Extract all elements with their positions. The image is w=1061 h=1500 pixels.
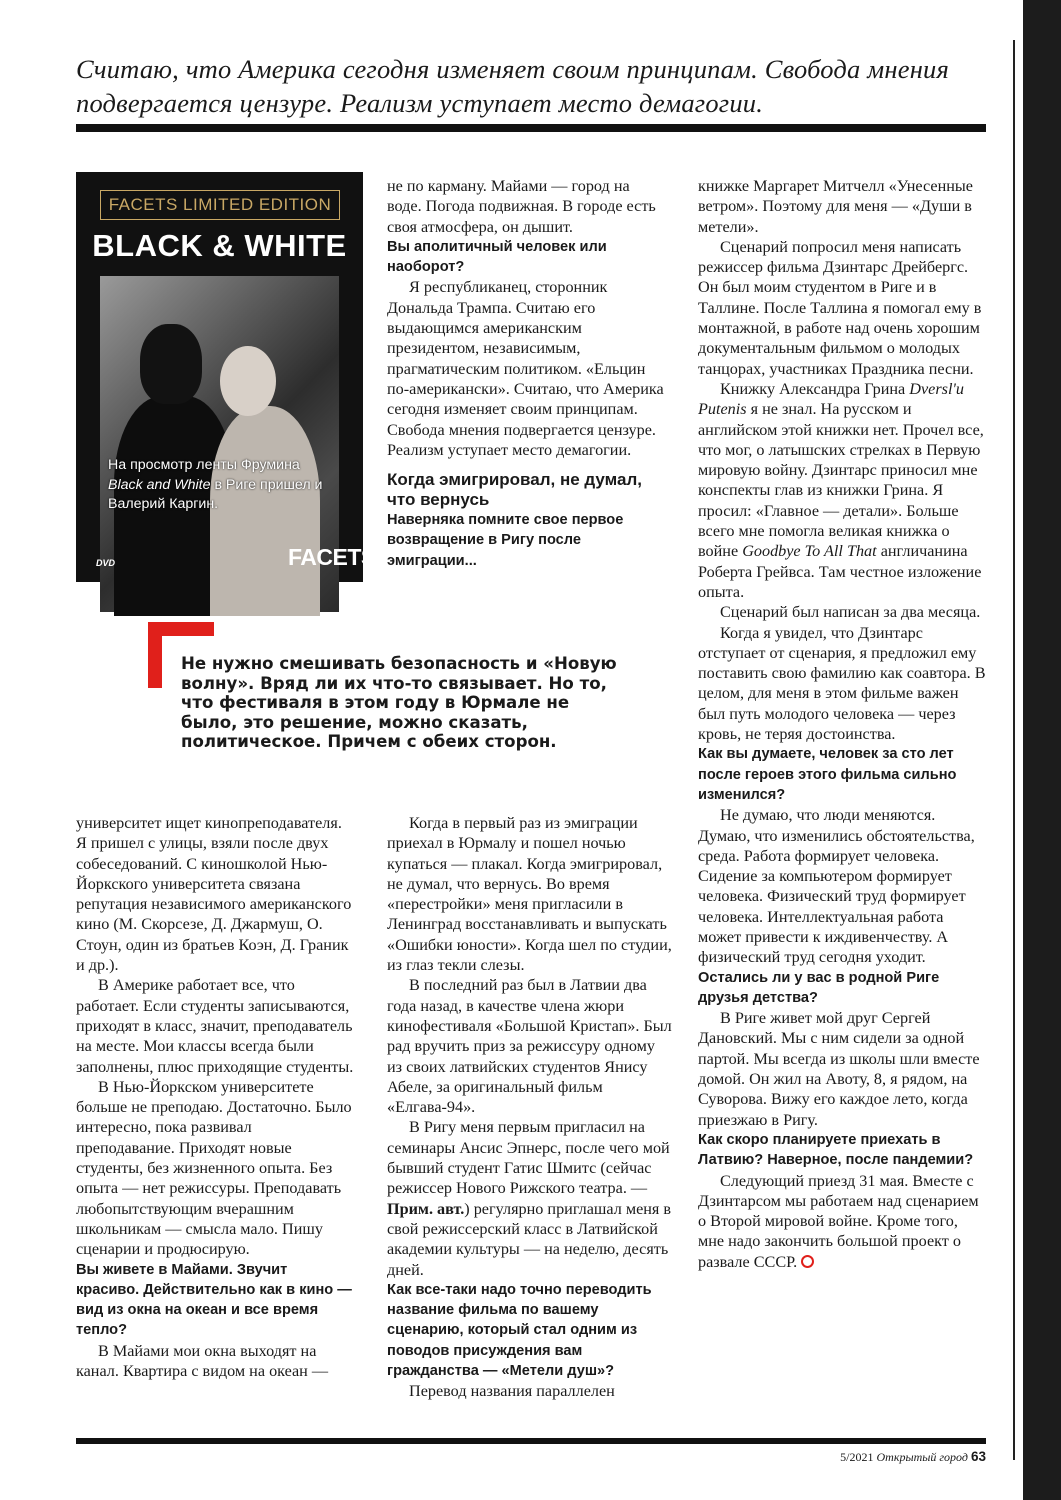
cover-title: BLACK & WHITE <box>92 228 347 263</box>
cover-figure-man-head <box>140 324 202 404</box>
cover-caption: На просмотр ленты Фрумина Black and White в Риге пришел и Валерий Каргин. <box>108 457 323 512</box>
top-rule <box>76 124 986 132</box>
interview-question: Как вы думаете, человек за сто лет после героев этого фильма сильно изменился? <box>698 746 957 803</box>
column-2-top <box>387 176 665 571</box>
column-2-bottom <box>387 813 672 1402</box>
column-1 <box>76 813 354 1381</box>
cover-figure-woman-head <box>220 346 276 416</box>
pull-quote: Не нужно смешивать безопасность и «Новую волну». Вряд ли их что-то связывает. Но то, что фестиваля в этом году в Юрмале не было, это решение, можно сказать, политическое. Причем с обеих сторон. <box>181 654 617 752</box>
page-footer <box>840 1449 986 1465</box>
paragraph: В Нью-Йоркском университете больше не преподаю. Достаточно. Было интересно, пока развивал преподавание. Приходят новые студенты, без жизненного опыта. Без опыта — нет режиссуры. Преподавать любопытствующим вчерашним школьникам — смысла мало. Пишу сценарии и продюсирую. <box>76 1077 352 1259</box>
paragraph: Перевод названия параллелен <box>409 1382 615 1401</box>
paragraph: В Америке работает все, что работает. Если студенты записываются, приходят в класс, значит, преподаватель на месте. Мои классы всегда были заполнены, плюс приходящие студенты. <box>76 976 354 1076</box>
paragraph: университет ищет кинопреподавателя. Я пришел с улицы, взяли после двух собеседований. С киношколой Нью-Йоркского университета связана репутация независимого американского кино (М. Скорсезе, Д. Джармуш, О. Стоун, один из братьев Коэн, Д. Граник и др.). <box>76 814 352 975</box>
paragraph: Сценарий попросил меня написать режиссер фильма Дзинтарс Дрейбергс. Он был моим студентом в Риге и в Таллине. После Таллина я помогал ему в монтажной, в работе над очень хорошим документальным фильмом о молодых танцорах, участниках Праздника песни. <box>698 237 982 378</box>
page-edge-line <box>1013 40 1015 1460</box>
bottom-rule <box>76 1438 986 1444</box>
interview-question: Как скоро планируете приехать в Латвию? Наверное, после пандемии? <box>698 1131 974 1169</box>
dvd-logo: DVD <box>96 558 116 568</box>
paragraph: Книжку Александра Грина Dversl'u Putenis я не знал. На русском и английском этой книжки нет. Прочел все, что мог, о латышских стрелках в Первую мировую войну. Дзинтарс приносил мне конспекты глав из книжки Грина. Я просил: «Главное — детали». Больше всего мне помогла великая книжка о войне Goodbye To All That англичанина Роберта Грейвса. Там честное изложение опыта. <box>698 379 984 601</box>
paragraph: В Риге живет мой друг Сергей Дановский. Мы с ним сидели за одной партой. Мы всегда из школы шли вместе домой. Он жил на Авоту, 8, я рядом, на Суворова. Вижу его каждое лето, когда приезжаю в Ригу. <box>698 1009 980 1129</box>
paragraph: Когда в первый раз из эмиграции приехал в Юрмалу и пошел ночью купаться — плакал. Когда эмигрировал, не думал, что вернусь. Во время «перестройки» меня пригласили в Ленинград восстанавливать и выпускать «Ошибки юности». Когда шел по студии, из глаз текли слезы. <box>387 814 672 975</box>
dvd-cover-image <box>76 172 376 582</box>
facets-logo: FACETS <box>288 544 376 570</box>
magazine-name: Открытый город <box>876 1450 968 1464</box>
paragraph: Сценарий был написан за два месяца. <box>720 603 981 622</box>
page-number: 63 <box>970 1449 986 1464</box>
paragraph: книжке Маргарет Митчелл «Унесенные ветром». Поэтому для меня — «Души в метели». <box>698 177 973 236</box>
end-of-article-icon <box>801 1255 814 1268</box>
paragraph: Когда я увидел, что Дзинтарс отступает от сценария, я предложил ему поставить свою фамилию как соавтора. В целом, для меня в этом фильме важен был путь молодого человека — через кровь, не теряя достоинства. <box>698 623 986 744</box>
paragraph: В Майами мои окна выходят на канал. Квартира с видом на океан — <box>76 1341 329 1381</box>
column-3 <box>698 176 988 1272</box>
paragraph: не по карману. Майами — город на воде. Погода подвижная. В городе есть своя атмосфера, он дышит. <box>387 177 656 236</box>
interview-question: Остались ли у вас в родной Риге друзья детства? <box>698 969 940 1006</box>
paragraph: Следующий приезд 31 мая. Вместе с Дзинтарсом мы работаем над сценарием о Второй мировой войне. Кроме того, мне надо закончить большой проект о развале СССР. <box>698 1171 979 1271</box>
interview-question: Вы живете в Майами. Звучит красиво. Действительно как в кино — вид из окна на океан и все время тепло? <box>76 1261 352 1339</box>
interview-question: Наверняка помните свое первое возвращение в Ригу после эмиграции... <box>387 512 624 569</box>
paragraph: В Ригу меня первым пригласил на семинары Ансис Эпнерс, после чего мой бывший студент Гатис Шмитс (сейчас режиссер Нового Рижского театра. — Прим. авт.) регулярно приглашал меня в свой режиссерский класс в Латвийской академии культуры — на неделю, десять дней. <box>387 1118 672 1279</box>
paragraph: Я республиканец, сторонник Дональда Трампа. Считаю его выдающимся американским президентом, независимым, прагматическим политиком. «Ельцин по-американски». Считаю, что Америка сегодня изменяет своим принципам. Свобода мнения подвергается цензуре. Реализм уступает место демагогии. <box>387 278 664 459</box>
page-edge-bar <box>1019 0 1061 1500</box>
paragraph: Не думаю, что люди меняются. Думаю, что изменились обстоятельства, среда. Работа формирует человека. Сидение за компьютером формирует человека. Физический труд формирует человека. Интеллектуальная работа может привести к иждивенчеству. А физический труд сегодня уходит. <box>698 806 975 967</box>
top-pull-quote: Считаю, что Америка сегодня изменяет своим принципам. Свобода мнения подвергается цензуре. Реализм уступает место демагогии. <box>76 54 950 118</box>
cover-edition-label: FACETS LIMITED EDITION <box>100 190 340 220</box>
page-edge-gap <box>1019 0 1023 1500</box>
issue-number: 5/2021 <box>840 1450 874 1464</box>
section-subheading: Когда эмигрировал, не думал, что вернусь <box>387 470 642 510</box>
paragraph: В последний раз был в Латвии два года назад, в качестве члена жюри кинофестиваля «Большой Кристап». Был рад вручить приз за режиссуру одному из своих латвийских студентов Янису Абеле, за оригинальный фильм «Елгава-94». <box>387 976 672 1117</box>
interview-question: Как все-таки надо точно переводить название фильма по вашему сценарию, который стал одним из поводов присуждения вам гражданства — «Метели душ»? <box>387 1281 652 1380</box>
interview-question: Вы аполитичный человек или наоборот? <box>387 238 607 276</box>
